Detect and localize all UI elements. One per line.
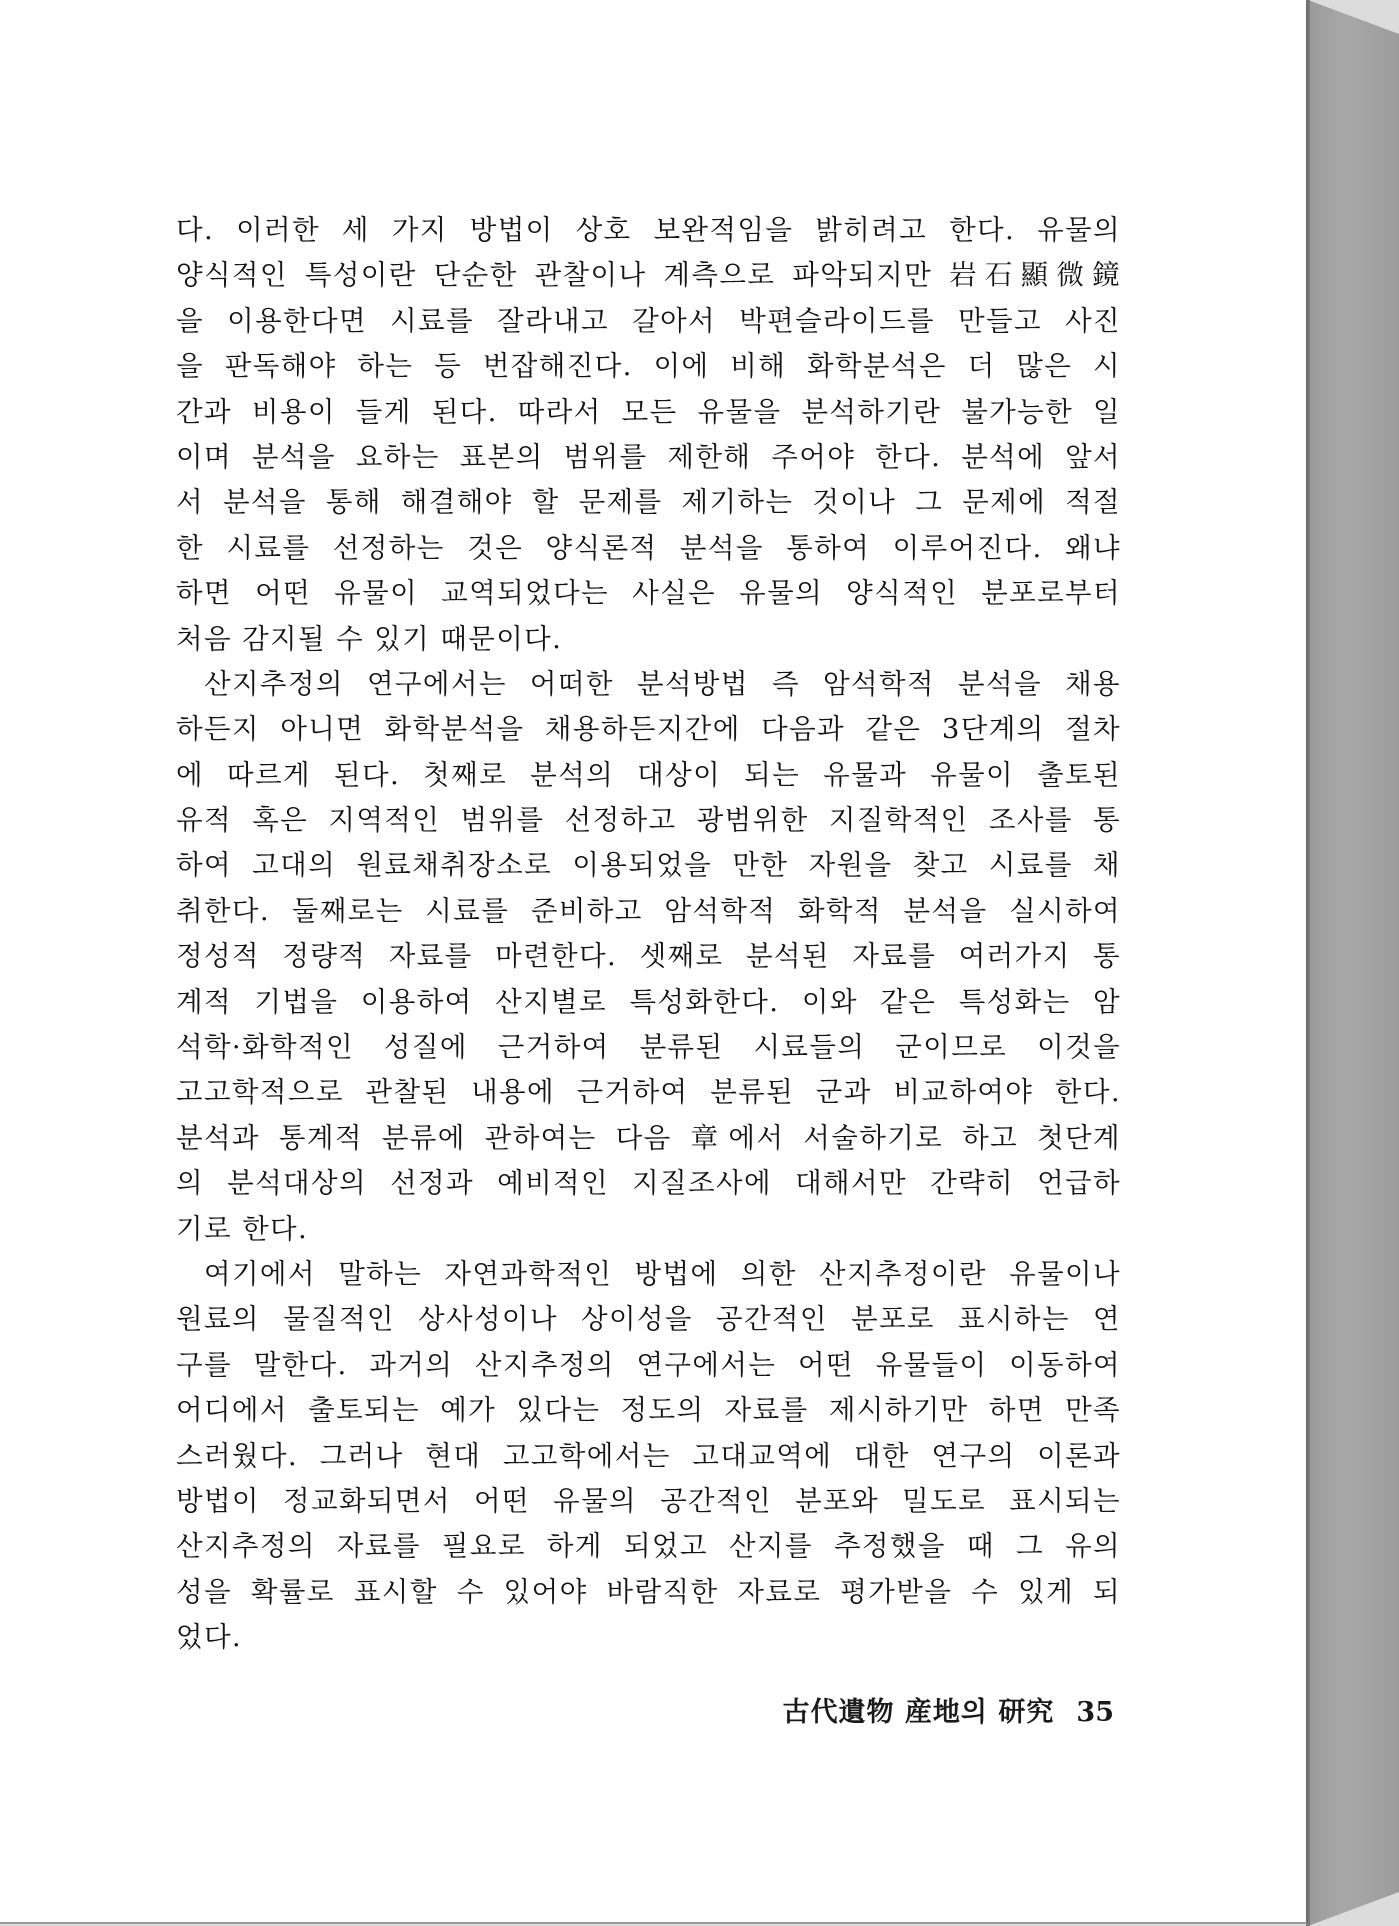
text-line: 을 이용한다면 시료를 잘라내고 갈아서 박편슬라이드를 만들고 사진 [176,304,1121,337]
text-line: 하여 고대의 원료채취장소로 이용되었을 만한 자원을 찾고 시료를 채 [176,849,1121,882]
text-line: 유적 혹은 지역적인 범위를 선정하고 광범위한 지질학적인 조사를 통 [176,804,1121,837]
text-line: 서 분석을 통해 해결해야 할 문제를 제기하는 것이나 그 문제에 적절 [176,486,1121,519]
text-line: 계적 기법을 이용하여 산지별로 특성화한다. 이와 같은 특성화는 암 [176,985,1121,1018]
text-line: 었다. [176,1621,243,1654]
paragraph [176,208,1121,662]
text-line: 한 시료를 선정하는 것은 양식론적 분석을 통하여 이루어진다. 왜냐 [176,531,1121,564]
paragraph [176,662,1121,1252]
text-line: 에 따르게 된다. 첫째로 분석의 대상이 되는 유물과 유물이 출토된 [176,758,1121,791]
text-line: 석학·화학적인 성질에 근거하여 분류된 시료들의 군이므로 이것을 [176,1031,1121,1064]
text-line: 여기에서 말하는 자연과학적인 방법에 의한 산지추정이란 유물이나 [204,1257,1121,1290]
book-page-block [1308,0,1399,1926]
page-number: 35 [1076,1697,1114,1728]
text-line: 어디에서 출토되는 예가 있다는 정도의 자료를 제시하기만 하면 만족 [176,1394,1121,1427]
text-line: 구를 말한다. 과거의 산지추정의 연구에서는 어떤 유물들이 이동하여 [176,1348,1121,1381]
text-line: 간과 비용이 들게 된다. 따라서 모든 유물을 분석하기란 불가능한 일 [176,395,1121,428]
text-line: 이며 분석을 요하는 표본의 범위를 제한해 주어야 한다. 분석에 앞서 [176,440,1121,473]
running-title: 古代遺物 産地의 研究 [782,1697,1055,1728]
text-line: 산지추정의 자료를 필요로 하게 되었고 산지를 추정했을 때 그 유의 [176,1530,1121,1563]
text-line: 고고학적으로 관찰된 내용에 근거하여 분류된 군과 비교하여야 한다. [176,1076,1121,1109]
text-line: 하든지 아니면 화학분석을 채용하든지간에 다음과 같은 3단계의 절차 [176,713,1121,746]
text-line: 분석과 통계적 분류에 관하여는 다음 章에서 서술하기로 하고 첫단계 [176,1121,1121,1154]
text-line: 원료의 물질적인 상사성이나 상이성을 공간적인 분포로 표시하는 연 [176,1303,1121,1336]
text-line: 처음 감지될 수 있기 때문이다. [176,622,563,655]
text-line: 기로 한다. [176,1212,309,1245]
paragraph [176,1252,1121,1661]
text-line: 성을 확률로 표시할 수 있어야 바람직한 자료로 평가받을 수 있게 되 [176,1575,1121,1608]
text-line: 방법이 정교화되면서 어떤 유물의 공간적인 분포와 밀도로 표시되는 [176,1484,1121,1517]
text-line: 취한다. 둘째로는 시료를 준비하고 암석학적 화학적 분석을 실시하여 [176,894,1121,927]
running-footer [783,1690,1114,1729]
text-line: 정성적 정량적 자료를 마련한다. 셋째로 분석된 자료를 여러가지 통 [176,940,1121,973]
body-text [176,208,1121,1661]
text-line: 스러웠다. 그러나 현대 고고학에서는 고대교역에 대한 연구의 이론과 [176,1439,1121,1472]
text-line: 하면 어떤 유물이 교역되었다는 사실은 유물의 양식적인 분포로부터 [176,577,1121,610]
text-line: 양식적인 특성이란 단순한 관찰이나 계측으로 파악되지만 岩石顯微鏡 [176,259,1121,292]
text-line: 의 분석대상의 선정과 예비적인 지질조사에 대해서만 간략히 언급하 [176,1167,1121,1200]
text-line: 을 판독해야 하는 등 번잡해진다. 이에 비해 화학분석은 더 많은 시 [176,350,1121,383]
text-line: 산지추정의 연구에서는 어떠한 분석방법 즉 암석학적 분석을 채용 [204,667,1121,700]
text-line: 다. 이러한 세 가지 방법이 상호 보완적임을 밝히려고 한다. 유물의 [176,214,1121,246]
